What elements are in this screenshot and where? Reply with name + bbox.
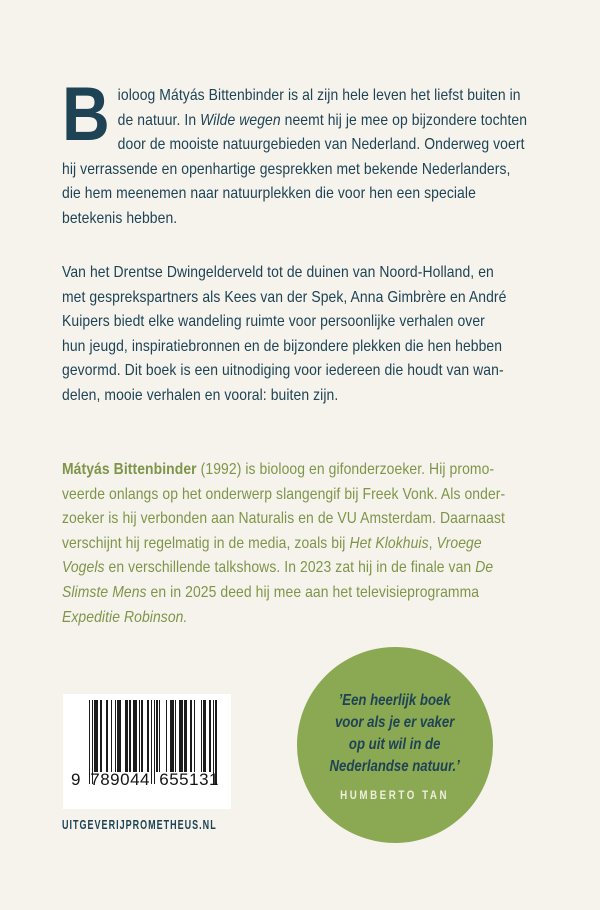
text-line: met gesprekspartners als Kees van der Spek, Anna Gimbrère en André (62, 288, 507, 306)
quote-attribution: HUMBERTO TAN (340, 790, 450, 802)
quote-badge-content (330, 690, 460, 802)
synopsis-paragraph-1 (62, 72, 549, 232)
text-line: de natuur. In Wilde wegen neemt hij je mee op bijzondere tochten (117, 111, 528, 129)
text-line: Vogels en verschillende talkshows. In 2023 zat hij in de finale van De (62, 559, 494, 577)
text-line: Nederlandse natuur.’ (329, 758, 461, 775)
text-line: zoeker is hij verbonden aan Naturalis en de VU Amsterdam. Daarnaast (62, 510, 505, 528)
text-line: door de mooiste natuurgebieden van Nederland. Onderweg voert (117, 136, 525, 154)
barcode-digits (71, 770, 219, 790)
synopsis-paragraph-2 (62, 261, 549, 409)
drop-cap: B (62, 72, 110, 157)
isbn-digit-group: 9 (71, 770, 81, 789)
text-line: op uit wil in de (349, 736, 441, 753)
text-line: delen, mooie verhalen en vooral: buiten zijn. (62, 386, 339, 404)
author-bio-paragraph (62, 458, 549, 630)
text-line: Kuipers biedt elke wandeling ruimte voor persoonlijke verhalen over (62, 313, 485, 331)
quote-badge (297, 647, 493, 843)
text-line: ioloog Mátyás Bittenbinder is al zijn hele leven het liefst buiten in (117, 87, 521, 104)
text-line: Van het Drentse Dwingelderveld tot de duinen van Noord-Holland, en (62, 264, 494, 281)
text-line: Expeditie Robinson. (62, 608, 188, 626)
text-line: betekenis hebben. (62, 209, 178, 227)
text-line: ’Een heerlijk boek (338, 692, 452, 709)
text-line: gevormd. Dit boek is een uitnodiging voor iedereen die houdt van wan- (62, 362, 504, 380)
publisher-url: UITGEVERIJPROMETHEUS.NL (62, 818, 217, 832)
isbn-digit-group: 655131 (159, 770, 219, 789)
isbn-digit-group: 789044 (90, 770, 150, 789)
text-line: hun jeugd, inspiratiebronnen en de bijzondere plekken die hen hebben (62, 337, 503, 355)
text-line: hij verrassende en openhartige gesprekken met bekende Nederlanders, (62, 160, 511, 178)
quote-text (330, 690, 460, 778)
text-line: voor als je er vaker (335, 714, 455, 731)
text-line: Slimste Mens en in 2025 deed hij mee aan het televisieprogramma (62, 583, 480, 601)
barcode (63, 694, 231, 809)
text-line: verschijnt hij regelmatig in de media, zoals bij Het Klokhuis, Vroege (62, 534, 482, 552)
text-line: Mátyás Bittenbinder (1992) is bioloog en gifonderzoeker. Hij promo- (62, 461, 495, 478)
text-line: die hem meenemen naar natuurplekken die voor hen een speciale (62, 185, 476, 203)
text-line: veerde onlangs op het onderwerp slangengif bij Freek Vonk. Als onder- (62, 485, 506, 503)
